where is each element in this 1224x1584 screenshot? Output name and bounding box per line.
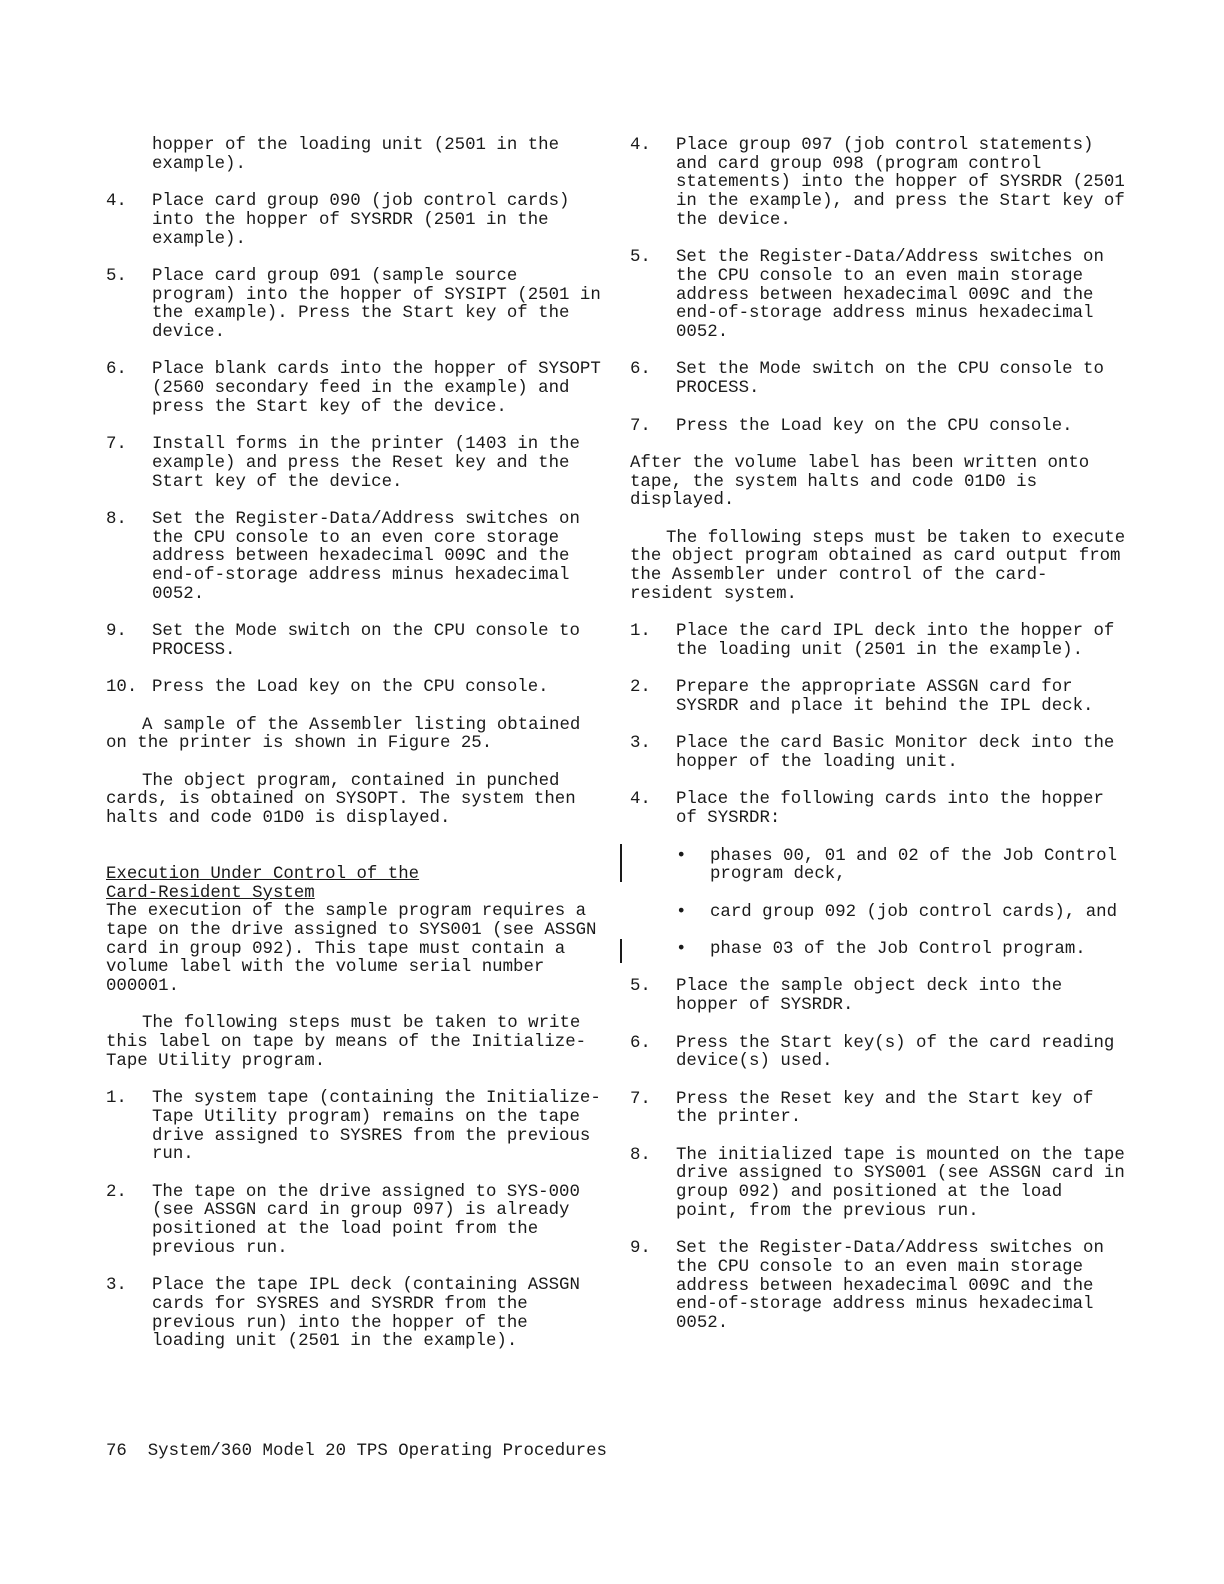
item-text: Set the Register-Data/Address switches on the CPU console to an even core storage address between hexadecimal 009C and the end-of-storage address minus hexadecimal 0052. <box>152 509 580 604</box>
item-text: Press the Start key(s) of the card reading device(s) used. <box>676 1033 1115 1072</box>
bullet-marker: • <box>676 940 687 960</box>
item-text: Prepare the appropriate ASSGN card for SYSRDR and place it behind the IPL deck. <box>676 678 1094 716</box>
list-item <box>106 361 606 417</box>
list-item <box>106 1277 606 1352</box>
item-number: 9. <box>630 1239 651 1259</box>
page-footer <box>106 1443 607 1462</box>
list-item <box>630 361 1130 398</box>
item-text: Place the card IPL deck into the hopper of the loading unit (2501 in the example). <box>676 622 1115 660</box>
item-text: Install forms in the printer (1403 in the example) and press the Reset key and the Start key of the device. <box>152 435 580 492</box>
paragraph-execution: The execution of the sample program requires a tape on the drive assigned to SYS001 (see ASSGN card in group 092). This tape must contain a volume label with the volume serial number 000001. <box>106 902 597 997</box>
item-number: 7. <box>106 435 127 455</box>
item-number: 2. <box>106 1182 127 1202</box>
bullet-item <box>630 848 1130 885</box>
item-number: 6. <box>630 360 651 380</box>
bullet-item <box>630 941 1130 960</box>
paragraph-volume-label: After the volume label has been written onto tape, the system halts and code 01D0 is displayed. <box>630 453 1090 511</box>
item-number: 7. <box>630 1089 651 1109</box>
item-number: 8. <box>630 1145 651 1165</box>
item-text: The tape on the drive assigned to SYS-000 (see ASSGN card in group 097) is already positioned at the load point from the previous run. <box>152 1182 580 1258</box>
footer-title: System/360 Model 20 TPS Operating Procedures <box>147 1442 607 1461</box>
paragraph-steps: The following steps must be taken to execute the object program obtained as card output from the Assembler under control of the card-resident system. <box>630 528 1126 604</box>
item-number: 2. <box>630 678 651 698</box>
item-text: Press the Load key on the CPU console. <box>152 678 549 698</box>
list-item <box>630 249 1130 343</box>
item-number: 5. <box>630 248 651 268</box>
list-item <box>630 1035 1130 1072</box>
list-item <box>106 436 606 492</box>
item-number: 3. <box>106 1276 127 1296</box>
item-number: 8. <box>106 509 127 529</box>
item-text: Set the Register-Data/Address switches on the CPU console to an even main storage address between hexadecimal 009C and the end-of-storage address minus hexadecimal 0052. <box>676 248 1104 343</box>
item-number: 4. <box>106 192 127 212</box>
page-number: 76 <box>106 1442 127 1461</box>
item-text: Press the Reset key and the Start key of the printer. <box>676 1089 1094 1128</box>
item-text: Place the sample object deck into the hopper of SYSRDR. <box>676 977 1063 1016</box>
list-item <box>106 193 606 249</box>
item-number: 6. <box>630 1033 651 1053</box>
continuation-text: hopper of the loading unit (2501 in the example). <box>152 136 560 174</box>
item-text: Set the Mode switch on the CPU console to PROCESS. <box>676 360 1104 399</box>
list-item <box>106 623 606 660</box>
item-number: 4. <box>630 790 651 810</box>
item-text: Set the Register-Data/Address switches on the CPU console to an even main storage address between hexadecimal 009C and the end-of-storage address minus hexadecimal 0052. <box>676 1239 1104 1334</box>
paragraph-listing: A sample of the Assembler listing obtained on the printer is shown in Figure 25. <box>106 715 581 754</box>
item-number: 9. <box>106 622 127 642</box>
item-text: Set the Mode switch on the CPU console to PROCESS. <box>152 622 580 660</box>
list-item <box>630 1091 1130 1128</box>
list-item <box>106 1090 606 1165</box>
paragraph-steps: The following steps must be taken to write this label on tape by means of the Initialize-Tape Utility program. <box>106 1014 587 1071</box>
bullet-text: phases 00, 01 and 02 of the Job Control program deck, <box>710 846 1118 885</box>
item-number: 3. <box>630 734 651 754</box>
revision-bar <box>620 939 622 963</box>
left-column <box>106 137 606 1371</box>
list-item <box>630 791 1130 828</box>
item-text: Place the tape IPL deck (containing ASSGN cards for SYSRES and SYSRDR from the previous run) into the hopper of the loading unit (2501 in the example). <box>152 1276 580 1352</box>
bullet-marker: • <box>676 846 687 866</box>
item-text: The system tape (containing the Initialize-Tape Utility program) remains on the tape drive assigned to SYSRES from the previous run. <box>152 1089 601 1165</box>
list-item <box>106 679 606 698</box>
list-item <box>630 735 1130 772</box>
bullet-marker: • <box>676 902 687 922</box>
list-item <box>630 623 1130 660</box>
item-text: Place the following cards into the hopper of SYSRDR: <box>676 790 1104 829</box>
list-item <box>106 268 606 343</box>
item-number: 5. <box>106 266 127 286</box>
paragraph-object-program: The object program, contained in punched cards, is obtained on SYSOPT. The system then halts and code 01D0 is displayed. <box>106 771 576 829</box>
item-text: Press the Load key on the CPU console. <box>676 416 1073 436</box>
item-text: Place blank cards into the hopper of SYSOPT (2560 secondary feed in the example) and press the Start key of the device. <box>152 360 601 417</box>
list-item <box>630 137 1130 231</box>
item-text: The initialized tape is mounted on the tape drive assigned to SYS001 (see ASSGN card in group 092) and positioned at the load point, from the previous run. <box>676 1145 1125 1221</box>
item-text: Place card group 090 (job control cards) into the hopper of SYSRDR (2501 in the example). <box>152 192 570 249</box>
item-number: 6. <box>106 360 127 380</box>
section-heading: Execution Under Control of the Card-Resident System <box>106 864 420 903</box>
item-text: Place card group 091 (sample source program) into the hopper of SYSIPT (2501 in the example). Press the Start key of the device. <box>152 266 601 342</box>
item-number: 7. <box>630 416 651 436</box>
item-number: 1. <box>106 1089 127 1109</box>
list-item <box>630 978 1130 1015</box>
item-number: 5. <box>630 977 651 997</box>
item-number: 10. <box>106 678 138 698</box>
item-number: 4. <box>630 136 651 155</box>
item-number: 1. <box>630 622 651 642</box>
revision-bar <box>620 844 622 882</box>
list-item <box>630 679 1130 716</box>
bullet-item <box>630 904 1130 923</box>
list-item <box>106 511 606 605</box>
item-text: Place the card Basic Monitor deck into the hopper of the loading unit. <box>676 734 1115 773</box>
list-item <box>106 1184 606 1259</box>
list-item <box>630 1240 1130 1334</box>
list-item <box>630 418 1130 437</box>
list-item <box>630 1147 1130 1222</box>
bullet-text: card group 092 (job control cards), and <box>710 902 1118 922</box>
bullet-text: phase 03 of the Job Control program. <box>710 940 1086 960</box>
right-column <box>630 137 1130 1352</box>
item-text: Place group 097 (job control statements) and card group 098 (program control statements) into the hopper of SYSRDR (2501 in the example), and press the Start key of the device. <box>676 136 1125 230</box>
